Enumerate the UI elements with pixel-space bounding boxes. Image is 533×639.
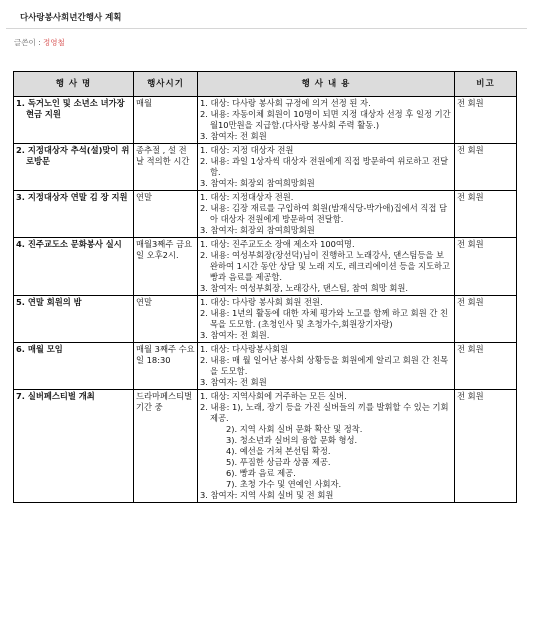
table-header-row bbox=[14, 72, 517, 97]
column-header-name: 행 사 명 bbox=[14, 72, 134, 97]
event-name: 2. 지정대상자 추석(설)맞이 위로방문 bbox=[16, 145, 130, 166]
event-name-cell bbox=[14, 144, 134, 191]
event-content bbox=[198, 97, 455, 144]
author-name[interactable]: 정영철 bbox=[43, 38, 65, 47]
content-subitem: 6). 빵과 음료 제공. bbox=[226, 468, 296, 478]
content-item: 1. 대상: 다사랑 봉사회 규정에 의거 선정 된 자. bbox=[200, 98, 371, 108]
author-row bbox=[14, 37, 65, 48]
content-subitem-list bbox=[210, 424, 452, 490]
content-item: 2. 내용: 여성부회장(장선덕)님이 진행하고 노래강사, 댄스팀등을 보완하여 1시간 동안 상담 및 노래 지도, 레크리에이션 등을 지도하고 빵과 음료를 제공함. bbox=[200, 250, 451, 282]
event-name-cell bbox=[14, 343, 134, 390]
table-row bbox=[14, 97, 517, 144]
event-name: 5. 연말 회원의 밤 bbox=[16, 297, 82, 307]
event-period: 매월 3째주 수요일 18:30 bbox=[134, 343, 198, 390]
event-note: 전 회원 bbox=[455, 144, 517, 191]
event-content bbox=[198, 144, 455, 191]
content-item: 3. 참여자: 회장외 참여희망회원 bbox=[200, 178, 315, 188]
content-item: 2. 내용: 매 월 일어난 봉사회 상황등을 회원에게 알리고 회원 간 친목을 도모함. bbox=[200, 355, 449, 376]
content-subitem: 3). 청소년과 실버의 융합 문화 형성. bbox=[226, 435, 358, 445]
event-name: 3. 지정대상자 연말 김 장 지원 bbox=[16, 192, 128, 202]
event-note: 전 회원 bbox=[455, 191, 517, 238]
column-header-note: 비고 bbox=[455, 72, 517, 97]
event-name-cell bbox=[14, 238, 134, 296]
event-note: 전 회원 bbox=[455, 390, 517, 503]
event-name-cell bbox=[14, 97, 134, 144]
event-content bbox=[198, 191, 455, 238]
content-item: 3. 참여자: 전 회원 bbox=[200, 131, 267, 141]
content-subitem: 4). 예선을 거쳐 본선팀 확정. bbox=[226, 446, 331, 456]
content-item: 2. 내용: 자동이체 회원이 10명이 되면 지정 대상자 선정 후 일정 기간 월10만원을 지급함.(다사랑 봉사회 주력 활동.) bbox=[200, 109, 451, 130]
table-row bbox=[14, 191, 517, 238]
content-item: 1. 대상: 지정대상자 전원. bbox=[200, 192, 294, 202]
event-name-cell bbox=[14, 296, 134, 343]
content-item: 3. 참여자: 전 회원 bbox=[200, 377, 267, 387]
content-item: 3. 참여자: 여성부회장, 노래강사, 댄스팀, 참여 희망 회원. bbox=[200, 283, 409, 293]
event-note: 전 회원 bbox=[455, 343, 517, 390]
event-name: 1. 독거노인 및 소년소 녀가장 현금 지원 bbox=[16, 98, 125, 119]
content-item: 1. 대상: 지역사회에 거주하는 모든 실버. bbox=[200, 391, 347, 401]
event-period: 종추절 , 설 전 날 적의한 시간 bbox=[134, 144, 198, 191]
content-item: 1. 대상: 지정 대상자 전원 bbox=[200, 145, 294, 155]
event-note: 전 회원 bbox=[455, 296, 517, 343]
content-item bbox=[200, 402, 452, 490]
content-item: 3. 참여자: 지역 사회 실버 및 전 회원 bbox=[200, 490, 334, 500]
event-note: 전 회원 bbox=[455, 97, 517, 144]
event-content bbox=[198, 238, 455, 296]
event-period: 드라마페스티벌 기간 중 bbox=[134, 390, 198, 503]
content-item-text: 2. 내용: 1), 노래, 장기 등을 가진 실버들의 끼를 발휘할 수 있는 기회 제공. bbox=[200, 402, 449, 423]
content-item: 2. 내용: 과일 1상자씩 대상자 전원에게 직접 방문하여 위로하고 전달함. bbox=[200, 156, 449, 177]
content-item: 2. 내용: 김장 재료를 구입하여 회원(밤재식당-박가애)집에서 직접 담아 대상자 전원에게 방문하여 전달함. bbox=[200, 203, 448, 224]
post-title-bar bbox=[6, 6, 527, 29]
column-header-period: 행사시기 bbox=[134, 72, 198, 97]
post-title: 다사랑봉사회년간행사 계획 bbox=[20, 13, 122, 23]
event-content bbox=[198, 343, 455, 390]
event-name: 4. 진주교도소 문화봉사 실시 bbox=[16, 239, 122, 249]
content-subitem: 2). 지역 사회 실버 문화 확산 및 정착. bbox=[226, 424, 363, 434]
event-content bbox=[198, 390, 455, 503]
content-subitem: 7). 초청 가수 및 연예인 사회자. bbox=[226, 479, 342, 489]
table-row bbox=[14, 296, 517, 343]
content-subitem: 5). 푸짐한 상금과 상품 제공. bbox=[226, 457, 331, 467]
event-period: 연말 bbox=[134, 191, 198, 238]
event-schedule-table bbox=[13, 71, 517, 503]
event-name-cell bbox=[14, 390, 134, 503]
event-period: 연말 bbox=[134, 296, 198, 343]
event-name: 6. 매월 모임 bbox=[16, 344, 63, 354]
content-item: 1. 대상: 진주교도소 장애 제소자 100여명. bbox=[200, 239, 355, 249]
event-note: 전 회원 bbox=[455, 238, 517, 296]
content-item: 1. 대상: 다사랑봉사회원 bbox=[200, 344, 289, 354]
event-period: 매월 bbox=[134, 97, 198, 144]
content-item: 3. 참여자: 회장외 참여희망회원 bbox=[200, 225, 315, 235]
event-name-cell bbox=[14, 191, 134, 238]
content-item: 1. 대상: 다사랑 봉사회 회원 전원. bbox=[200, 297, 323, 307]
table-row bbox=[14, 144, 517, 191]
table-row bbox=[14, 343, 517, 390]
content-item: 3. 참여자: 전 회원. bbox=[200, 330, 270, 340]
table-row bbox=[14, 238, 517, 296]
event-name: 7. 실버페스티벌 개최 bbox=[16, 391, 95, 401]
table-row bbox=[14, 390, 517, 503]
event-content bbox=[198, 296, 455, 343]
event-period: 매월3째주 금요일 오후2시. bbox=[134, 238, 198, 296]
column-header-content: 행 사 내 용 bbox=[198, 72, 455, 97]
content-item: 2. 내용: 1년의 활동에 대한 자체 평가와 노고를 함께 하고 회원 간 친목을 도모함. (초청인사 및 초청가수,회원장기자랑) bbox=[200, 308, 449, 329]
author-label: 글쓴이 : bbox=[14, 38, 41, 47]
